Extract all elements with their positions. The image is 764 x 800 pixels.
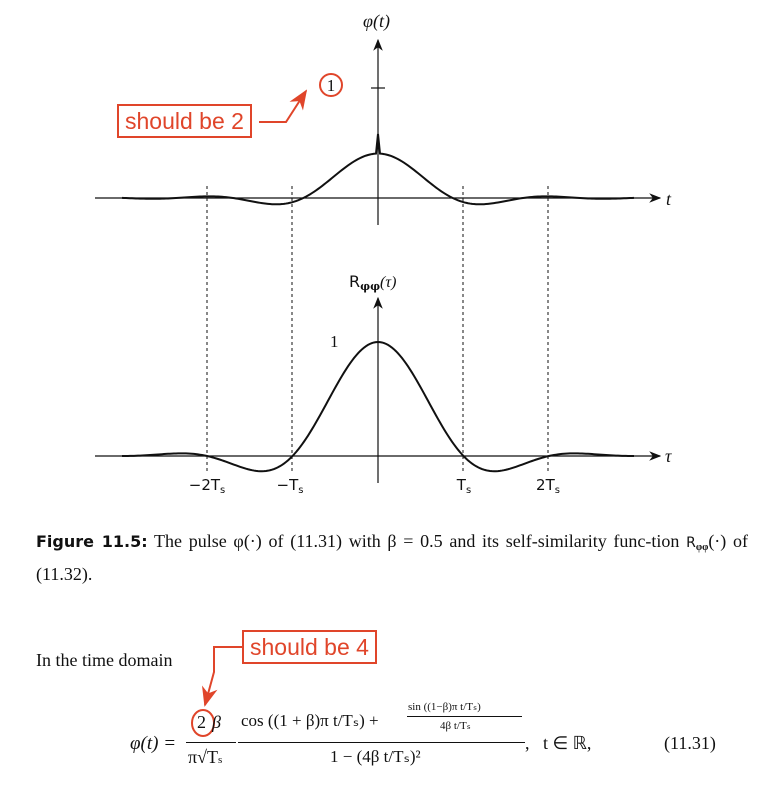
bottom-y-label — [349, 272, 396, 293]
tick-ts — [456, 476, 471, 496]
equation-inner-frac-top: sin ((1−β)π t/Tₛ) — [408, 701, 481, 713]
tick-minus-ts-sub: s — [298, 485, 304, 496]
bottom-correction-note: should be 4 — [242, 630, 377, 664]
bottom-peak-label: 1 — [330, 332, 339, 351]
equation-number: (11.31) — [664, 733, 716, 753]
tick-minus-2ts-sub: s — [220, 485, 226, 496]
tick-minus-2ts-main: −2T — [188, 476, 221, 494]
tick-2ts — [536, 476, 560, 496]
body-text: In the time domain — [36, 650, 173, 670]
den-left-text: π√T — [188, 747, 218, 767]
tick-minus-2ts — [189, 476, 226, 496]
figure-caption — [36, 528, 748, 588]
equation-coef: 2 — [197, 712, 206, 732]
tick-2ts-sub: s — [554, 485, 560, 496]
bottom-annotation-arrow — [205, 647, 242, 705]
caption-text-1: The pulse φ(·) of (11.31) with β = 0.5 and its self-similarity func-tion — [154, 531, 687, 551]
tick-minus-ts — [277, 476, 304, 496]
equation-numerator: cos ((1 + β)π t/Tₛ) + — [241, 711, 379, 730]
caption-label: Figure 11.5: — [36, 532, 148, 551]
tick-ts-sub: s — [465, 485, 472, 496]
inner-fraction-bar — [407, 716, 522, 717]
den-left-sub: s — [217, 754, 223, 766]
equation-den-left — [188, 747, 222, 768]
equation-denominator: 1 − (4β t/Tₛ)² — [330, 747, 421, 766]
caption-r-symbol: R — [686, 535, 696, 551]
left-fraction-bar — [186, 742, 236, 743]
top-y-label: φ(t) — [363, 11, 390, 31]
caption-text-2: (·) of (11.32). — [36, 531, 748, 584]
tick-ts-main: T — [456, 476, 466, 494]
tick-one-label: 1 — [326, 76, 336, 95]
top-annotation-arrow — [259, 91, 306, 122]
bottom-y-label-arg: (τ) — [380, 274, 397, 291]
equation-inner-frac-bottom: 4β t/Tₛ — [440, 720, 471, 732]
top-correction-note: should be 2 — [117, 104, 252, 138]
equation-beta: β — [212, 712, 221, 732]
bottom-x-label: τ — [665, 446, 672, 466]
equation-lhs: φ(t) = — [130, 733, 177, 754]
top-x-label: t — [666, 189, 672, 209]
tick-minus-ts-main: −T — [276, 476, 299, 494]
bottom-y-label-r: R — [349, 272, 361, 291]
main-fraction-bar — [238, 742, 525, 743]
equation-domain: , t ∈ ℝ, — [525, 733, 592, 753]
caption-r-sub: φφ — [695, 542, 709, 553]
bottom-y-label-sub: φφ — [360, 280, 381, 293]
tick-2ts-main: 2T — [536, 476, 555, 494]
